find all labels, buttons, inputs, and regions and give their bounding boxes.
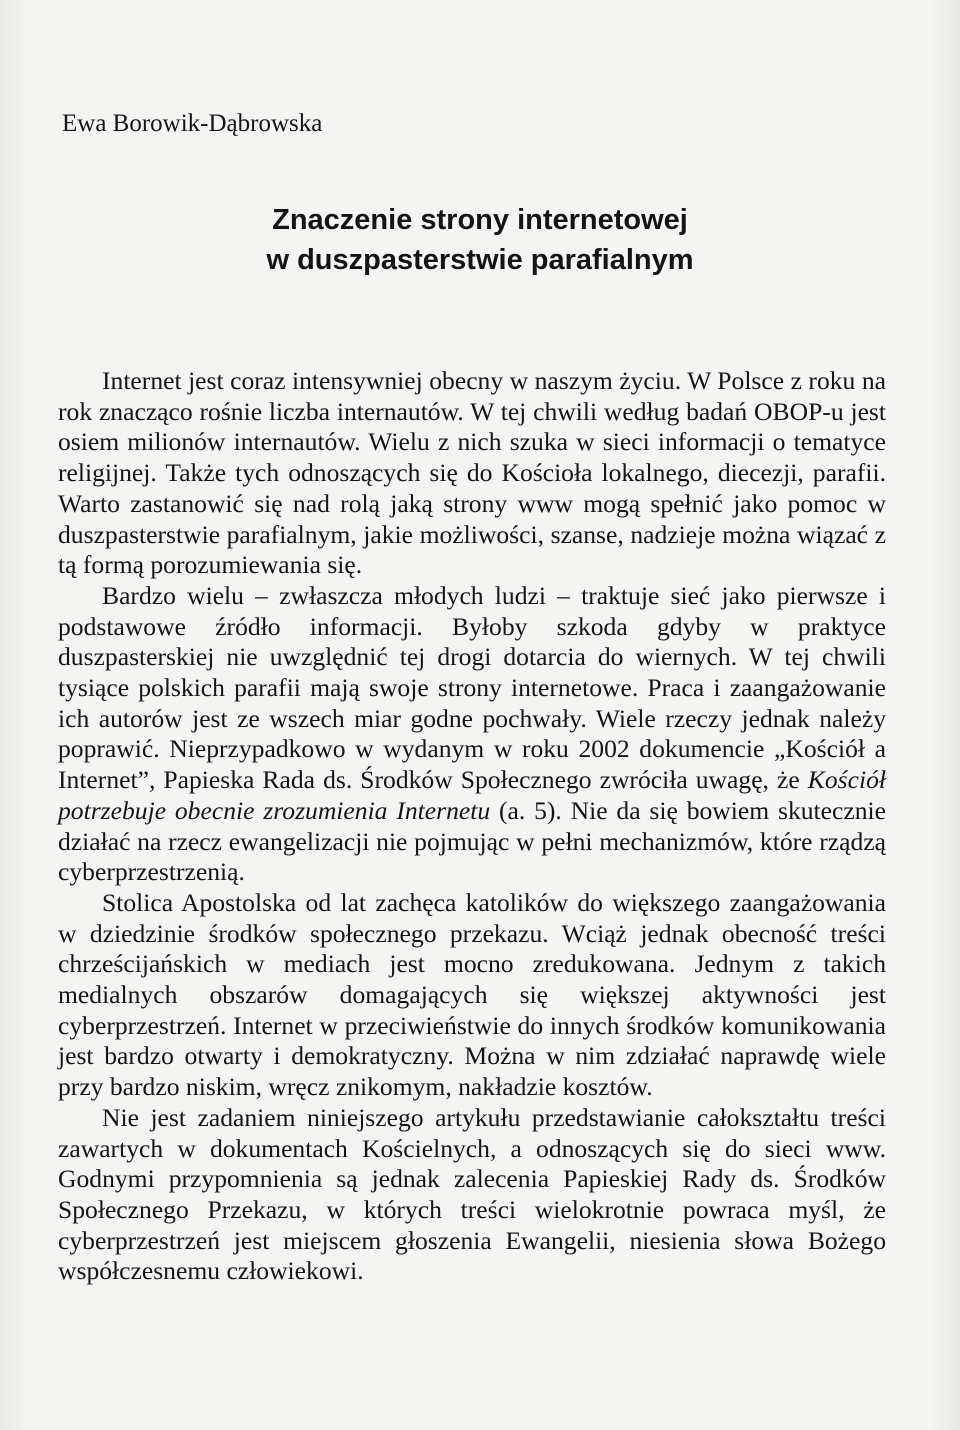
paragraph-2-text-after: (a. 5). Nie da się bowiem skutecznie działać na rzecz ewangelizacji nie pojmując w pełni mechanizmów, które rządzą cyberprzestrzenią.: [58, 795, 886, 887]
author-name: Ewa Borowik-Dąbrowska: [62, 110, 323, 137]
paragraph-2: [58, 581, 886, 888]
paragraph-2-text-before: Bardzo wielu – zwłaszcza młodych ludzi – traktuje sieć jako pierwsze i podstawowe źródło informacji. Byłoby szkoda gdyby w praktyce duszpasterskiej nie uwzględnić tej drogi dotarcia do wiernych. W tej chwili tysiące polskich parafii mają swoje strony internetowe. Praca i zaangażowanie ich autorów jest ze wszech miar godne pochwały. Wiele rzeczy jednak należy poprawić. Nieprzypadkowo w wydanym w roku 2002 dokumencie „Kościół a Internet”, Papieska Rada ds. Środków Społecznego zwróciła uwagę, że: [58, 580, 886, 795]
paragraph-4: Nie jest zadaniem niniejszego artykułu przedstawianie całokształtu treści zawartych w dokumentach Kościelnych, a odnoszących się do sieci www. Godnymi przypomnienia są jednak zalecenia Papieskiej Rady ds. Środków Społecznego Przekazu, w których treści wielokrotnie powraca myśl, że cyberprzestrzeń jest miejscem głoszenia Ewangelii, niesienia słowa Bożego współczesnemu człowiekowi.: [58, 1102, 886, 1286]
article-title: [0, 200, 960, 280]
paragraph-3: Stolica Apostolska od lat zachęca katolików do większego zaangażowania w dziedzinie środków społecznego przekazu. Wciąż jednak obecność treści chrześcijańskich w mediach jest mocno zredukowana. Jednym z takich medialnych obszarów domagających się większej aktywności jest cyberprzestrzeń. Internet w przeciwieństwie do innych środków komunikowania jest bardzo otwarty i demokratyczny. Można w nim zdziałać naprawdę wiele przy bardzo niskim, wręcz znikomym, nakładzie kosztów.: [58, 887, 886, 1102]
article-title-line-2: w duszpasterstwie parafialnym: [266, 244, 694, 276]
article-title-line-1: Znaczenie strony internetowej: [272, 204, 688, 236]
article-body: [58, 366, 886, 1287]
paragraph-2-italic-quote: Kościół potrzebuje obecnie zrozumienia Internetu: [58, 765, 886, 825]
paragraph-1: Internet jest coraz intensywniej obecny w naszym życiu. W Polsce z roku na rok znacząco rośnie liczba internautów. W tej chwili według badań OBOP-u jest osiem milionów internautów. Wielu z nich szuka w sieci informacji o tematyce religijnej. Także tych odnoszących się do Kościoła lokalnego, diecezji, parafii. Warto zastanowić się nad rolą jaką strony www mogą spełnić jako pomoc w duszpasterstwie parafialnym, jakie możliwości, szanse, nadzieje można wiązać z tą formą porozumiewania się.: [58, 366, 886, 580]
